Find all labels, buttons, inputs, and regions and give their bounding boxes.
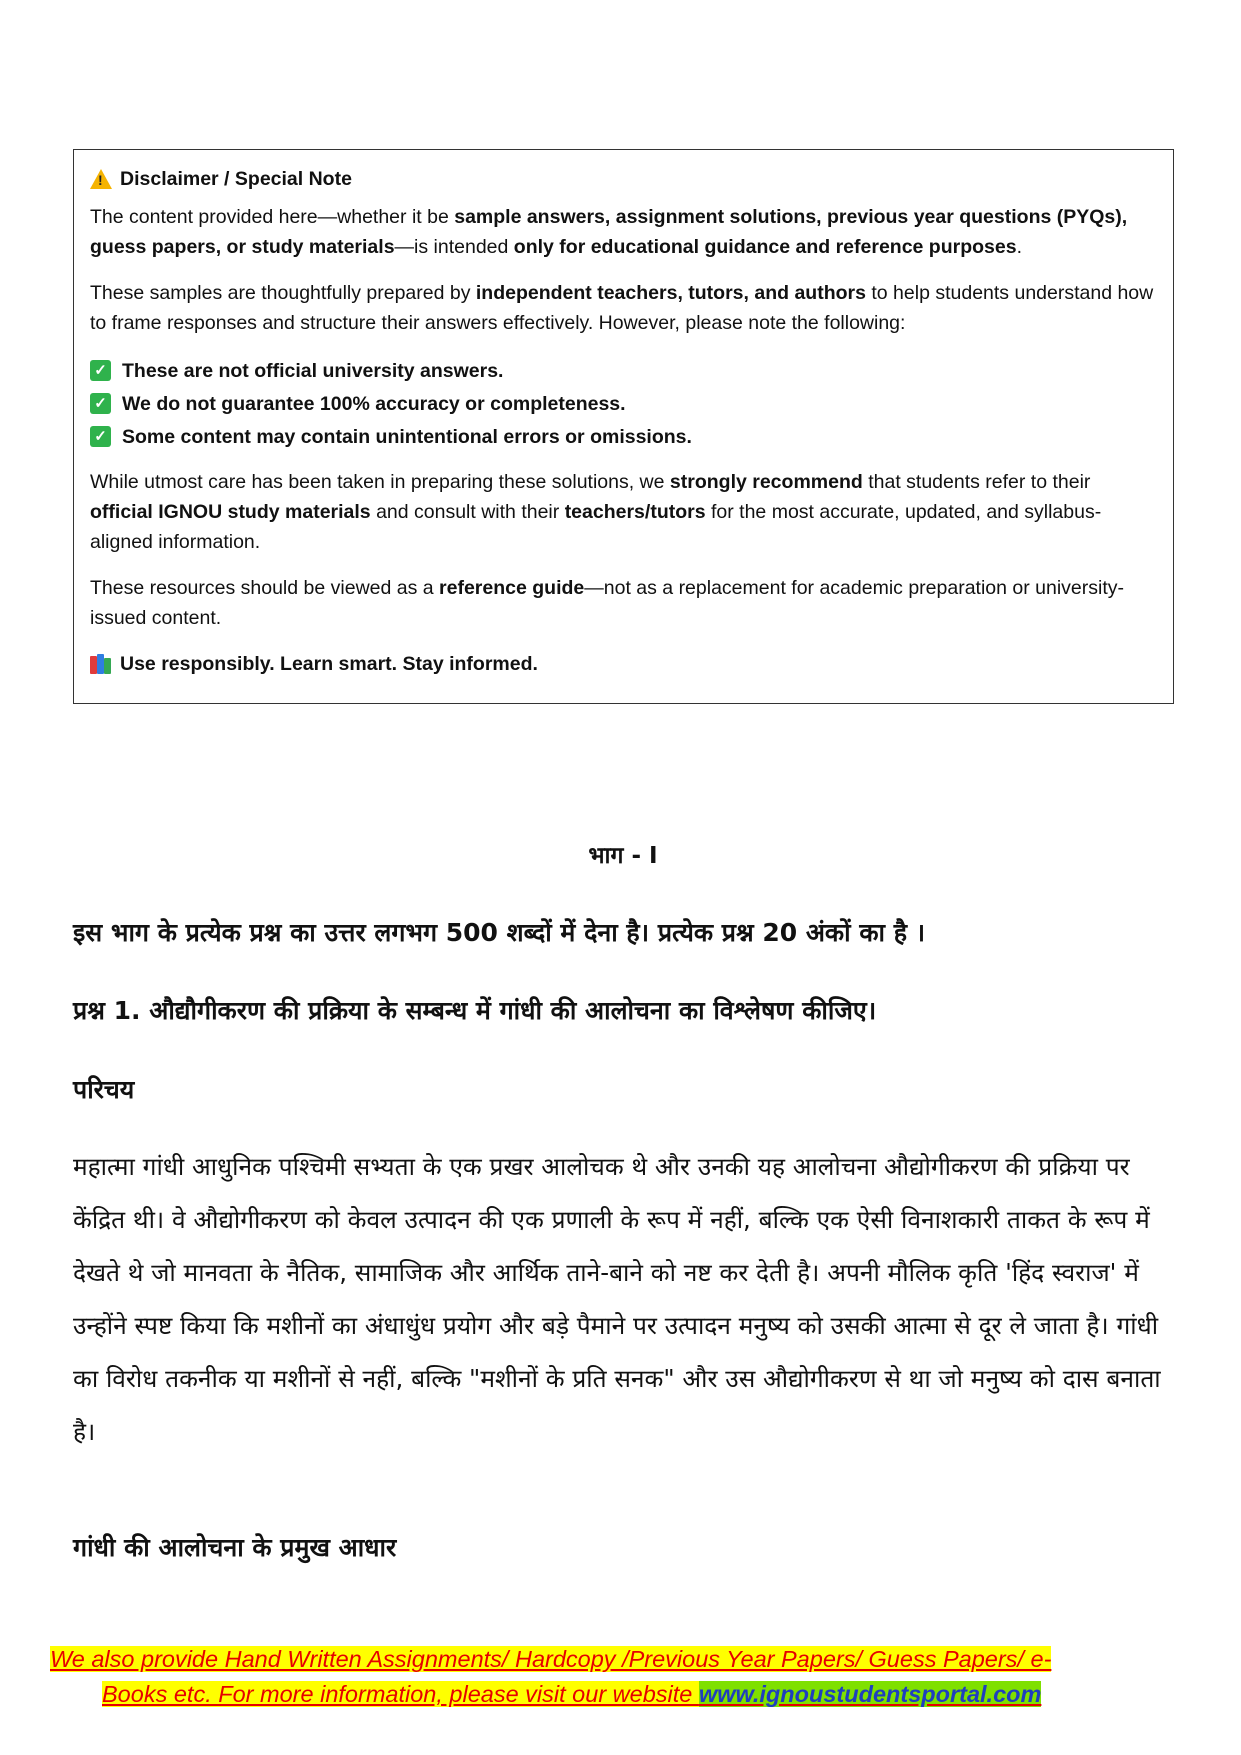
disclaimer-paragraph-3	[90, 467, 1157, 557]
check-item	[90, 420, 1157, 453]
promo-line-1	[50, 1642, 1190, 1677]
disclaimer-paragraph-2	[90, 278, 1157, 338]
disclaimer-title-row	[90, 164, 1157, 194]
question-title: प्रश्न 1. औद्यौगीकरण की प्रक्रिया के सम्बन्ध में गांधी की आलोचना का विश्लेषण कीजिए।	[73, 996, 877, 1025]
bold-text-run: strongly recommend	[669, 471, 863, 493]
text-run: The content provided here—whether it be	[90, 206, 455, 228]
promo-banner	[50, 1642, 1190, 1712]
bold-text-run: sample answers, assignment solutions, previous year questions (PYQs), guess papers, or study materials	[90, 206, 1128, 258]
text-run: —is intended	[394, 236, 514, 258]
bold-text-run: teachers/tutors	[564, 501, 706, 523]
check-item-text: Some content may contain unintentional errors or omissions.	[122, 425, 692, 448]
disclaimer-check-list	[90, 354, 1157, 453]
disclaimer-footer-row	[90, 649, 1157, 679]
books-icon	[90, 654, 112, 674]
disclaimer-footer: Use responsibly. Learn smart. Stay informed.	[120, 653, 538, 675]
check-item-text: These are not official university answers.	[122, 359, 504, 382]
text-run: .	[1016, 236, 1023, 258]
disclaimer-title: Disclaimer / Special Note	[120, 168, 352, 190]
text-run: —not as a replacement for academic preparation or university-issued content.	[90, 577, 1125, 629]
intro-paragraph: महात्मा गांधी आधुनिक पश्चिमी सभ्यता के एक प्रखर आलोचक थे और उनकी यह आलोचना औद्योगीकरण की प्रक्रिया पर केंद्रित थी। वे औद्योगीकरण को केवल उत्पादन की एक प्रणाली के रूप में नहीं, बल्कि एक ऐसी विनाशकारी ताकत के रूप में देखते थे जो मानवता के नैतिक, सामाजिक और आर्थिक ताने-बाने को नष्ट कर देती है। अपनी मौलिक कृति 'हिंद स्वराज' में उन्होंने स्पष्ट किया कि मशीनों का अंधाधुंध प्रयोग और बड़े पैमाने पर उत्पादन मनुष्य को उसकी आत्मा से दूर ले जाता है। गांधी का विरोध तकनीक या मशीनों से नहीं, बल्कि "मशीनों के प्रति सनक" और उस औद्योगीकरण से था जो मनुष्य को दास बनाता है।	[73, 1152, 1161, 1446]
disclaimer-box	[73, 149, 1174, 704]
bold-text-run: reference guide	[439, 577, 585, 599]
disclaimer-paragraph-4	[90, 573, 1157, 633]
website-link[interactable]: www.ignoustudentsportal.com	[698, 1681, 1042, 1707]
check-icon: ✓	[90, 360, 111, 381]
bold-text-run: independent teachers, tutors, and authors	[475, 282, 866, 304]
promo-text-1: We also provide Hand Written Assignments/ Hardcopy /Previous Year Papers/ Guess Papers/ e-	[50, 1646, 1052, 1672]
promo-line-2	[50, 1677, 1190, 1712]
text-run: that students refer to their	[862, 471, 1091, 493]
check-icon: ✓	[90, 393, 111, 414]
text-run: These samples are thoughtfully prepared by	[90, 282, 476, 304]
warning-icon	[90, 169, 112, 189]
part-heading: भाग - I	[588, 843, 658, 869]
text-run: While utmost care has been taken in preparing these solutions, we	[90, 471, 670, 493]
check-item	[90, 354, 1157, 387]
check-icon: ✓	[90, 426, 111, 447]
bold-text-run: only for educational guidance and reference purposes	[513, 236, 1017, 258]
text-run: for the most accurate, updated, and syllabus-aligned information.	[90, 501, 1102, 553]
section-instruction: इस भाग के प्रत्येक प्रश्न का उत्तर लगभग 500 शब्दों में देना है। प्रत्येक प्रश्न 20 अंकों का है ।	[73, 918, 926, 947]
text-run: These resources should be viewed as a	[90, 577, 440, 599]
intro-heading: परिचय	[73, 1075, 135, 1104]
check-item-text: We do not guarantee 100% accuracy or completeness.	[122, 392, 626, 415]
text-run: and consult with their	[370, 501, 565, 523]
disclaimer-paragraph-1	[90, 202, 1157, 262]
sub-heading: गांधी की आलोचना के प्रमुख आधार	[73, 1533, 397, 1562]
check-item	[90, 387, 1157, 420]
bold-text-run: official IGNOU study materials	[90, 501, 371, 523]
text-run: to help students understand how to frame responses and structure their answers effectively. However, please note the following:	[90, 282, 1154, 334]
promo-text-2: Books etc. For more information, please visit our website	[102, 1681, 699, 1707]
